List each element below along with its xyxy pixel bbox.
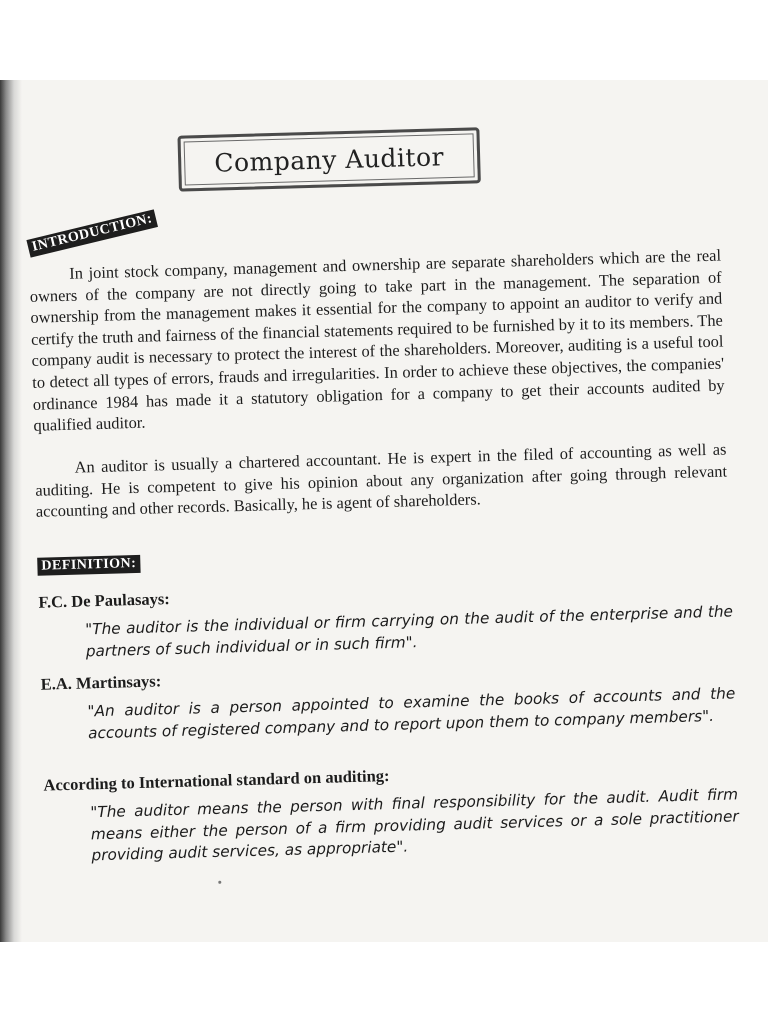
chapter-title: Company Auditor (177, 127, 480, 191)
stray-dot-mark (218, 881, 221, 884)
introduction-paragraph-1: In joint stock company, management and ownership are separate shareholders which are the real owners of the company are not directly going to take part in the management. The separation of ownership from the management makes it essential for the company to appoint an auditor to verify and certify the truth and fairness of the financial statements required to be furnished by it to its members. The company audit is necessary to protect the interest of the shareholders. Moreover, auditing is a useful tool to detect all types of errors, frauds and irregularities. In order to achieve these objectives, the companies' ordinance 1984 has made it a statutory obligation for a company to get their accounts audited by qualified auditor. (29, 245, 725, 435)
book-spine-shadow (0, 80, 22, 942)
introduction-heading: INTRODUCTION: (26, 209, 158, 257)
definition-author-3-text: According to International standard on auditing: (43, 766, 390, 795)
book-page (0, 80, 768, 942)
definition-author-1 (38, 589, 170, 613)
definition-quote-2: "An auditor is a person appointed to examine the books of accounts and the accounts of registered company and to report upon them to company members". (87, 684, 736, 742)
definition-author-2-text: E.A. Martinsays: (40, 671, 162, 694)
definition-author-1-text: F.C. De Paulasays: (38, 589, 171, 612)
page-content (24, 80, 748, 942)
introduction-paragraph-2: An auditor is usually a chartered accountant. He is expert in the filed of accounting as well as auditing. He is competent to give his opinion about any organization after going through relevant accounting and other records. Basically, he is agent of shareholders. (35, 439, 728, 521)
definition-quote-3: "The auditor means the person with final responsibility for the audit. Audit firm means either the person of a firm providing audit services or a sole practitioner providing audit services, as appropriate". (90, 785, 739, 865)
definition-author-2 (40, 671, 161, 694)
definition-heading: DEFINITION: (37, 555, 140, 576)
definition-quote-1: "The auditor is the individual or firm carrying on the audit of the enterprise and the partners of such individual or in such firm". (84, 602, 734, 660)
definition-author-3 (43, 766, 390, 796)
